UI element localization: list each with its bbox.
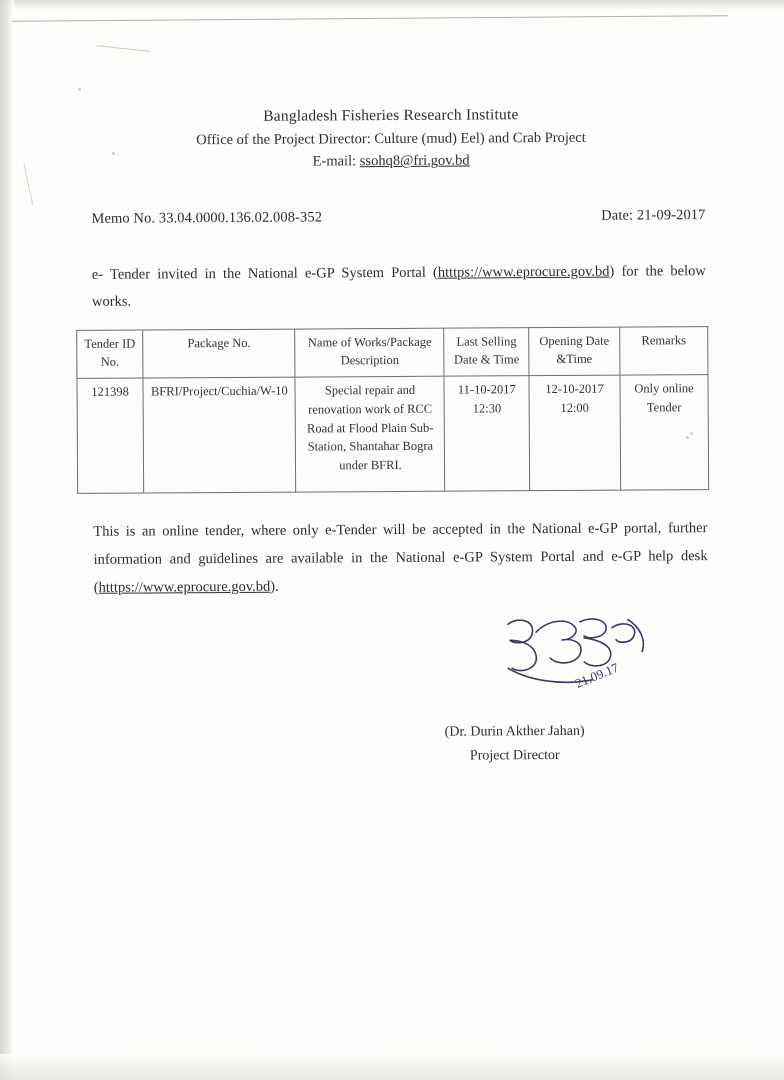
intro-text-after: ) for the below works. bbox=[91, 263, 706, 310]
cell-package-no: BFRI/Project/Cuchia/W-10 bbox=[143, 377, 296, 493]
body-paragraph bbox=[1, 513, 784, 603]
column-header-opening: Opening Date &Time bbox=[529, 327, 620, 376]
cell-description: Special repair and renovation work of RCC Road at Flood Plain Sub-Station, Shantahar Bogra under BFRI. bbox=[295, 376, 445, 492]
handwritten-signature bbox=[488, 609, 669, 710]
cell-last-selling: 11-10-2017 12:30 bbox=[444, 376, 529, 491]
email-address[interactable]: ssohq8@fri.gov.bd bbox=[359, 153, 470, 170]
scan-bottom-edge bbox=[0, 1054, 784, 1080]
letterhead bbox=[0, 102, 783, 176]
column-header-last-selling: Last Selling Date & Time bbox=[444, 327, 529, 376]
column-header-package-no: Package No. bbox=[143, 329, 296, 378]
signatory-name: (Dr. Durin Akther Jahan) bbox=[444, 723, 585, 740]
handwritten-date: 21.09.17 bbox=[572, 659, 621, 691]
cell-opening: 12-10-2017 12:00 bbox=[529, 375, 621, 490]
memo-row bbox=[0, 207, 784, 229]
intro-paragraph bbox=[0, 258, 784, 316]
cell-remarks: Only online Tender bbox=[620, 375, 709, 490]
body-text-after: ). bbox=[270, 579, 279, 596]
column-header-tender-id: Tender ID No. bbox=[77, 330, 143, 379]
signature-area bbox=[2, 604, 784, 729]
memo-date: Date: 21-09-2017 bbox=[601, 207, 706, 224]
office-line: Office of the Project Director: Culture (mud) Eel) and Crab Project bbox=[196, 129, 586, 149]
body-text-before: This is an online tender, where only e-Tender will be accepted in the National e-GP portal, further information and guidelines are available in the National e-GP System Portal and e-GP help desk ( bbox=[93, 519, 708, 597]
column-header-remarks: Remarks bbox=[620, 326, 708, 375]
memo-number: Memo No. 33.04.0000.136.02.008-352 bbox=[91, 209, 323, 227]
email-label: E-mail: bbox=[312, 153, 360, 170]
column-header-description: Name of Works/Package Description bbox=[295, 328, 444, 377]
signatory-designation: Project Director bbox=[469, 748, 560, 764]
table-header-row bbox=[77, 326, 708, 378]
email-line bbox=[0, 148, 783, 175]
intro-text-before: e- Tender invited in the National e-GP System Portal ( bbox=[91, 264, 438, 283]
table-row bbox=[77, 375, 709, 494]
tender-table bbox=[76, 326, 709, 494]
egp-portal-link[interactable]: htttps://www.eprocure.gov.bd bbox=[437, 263, 610, 281]
egp-help-desk-link[interactable]: htttps://www.eprocure.gov.bd bbox=[98, 579, 271, 597]
organization-name: Bangladesh Fisheries Research Institute bbox=[263, 106, 519, 125]
cell-tender-id: 121398 bbox=[77, 378, 144, 493]
